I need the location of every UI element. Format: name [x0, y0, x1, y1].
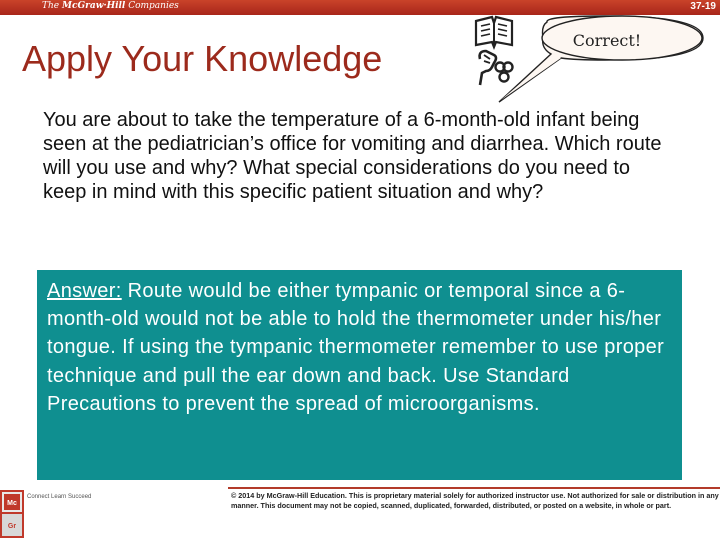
publisher-brand: The McGraw·Hill Companies: [42, 1, 179, 11]
page-title: Apply Your Knowledge: [22, 38, 383, 79]
answer-box: [37, 270, 682, 480]
feedback-text: Correct!: [572, 31, 642, 50]
svg-text:Mc: Mc: [7, 500, 17, 507]
footer-rule: [228, 487, 720, 489]
question-text: You are about to take the temperature of a 6-month-old infant being seen at the pediatrician’s office for vomiting and diarrhea. Which route will you use and why? What special considerations do you need to keep in mind with this specific patient situation and why?: [43, 109, 662, 203]
speech-bubble-icon: [495, 14, 710, 106]
publisher-logo: [0, 488, 92, 540]
copyright-notice: © 2014 by McGraw-Hill Education. This is proprietary material solely for authorized instructor use. Not authorized for sale or distribution in any manner. This document may not be copied, scanned, duplicated, forwarded, distributed, or posted on a website, in whole or part.: [231, 491, 719, 510]
slide-number: 37-19: [690, 1, 716, 12]
answer-text: Route would be either tympanic or temporal since a 6-month-old would not be able to hold the thermometer under his/her tongue. If using the tympanic thermometer remember to use proper technique and pull the ear down and back. Use Standard Precautions to prevent the spread of microorganisms.: [47, 280, 665, 415]
top-banner: [0, 0, 720, 15]
answer-label: Answer:: [47, 280, 122, 302]
svg-text:Gr: Gr: [7, 523, 17, 530]
svg-text:Connect Learn Succeed: Connect Learn Succeed: [27, 494, 92, 500]
